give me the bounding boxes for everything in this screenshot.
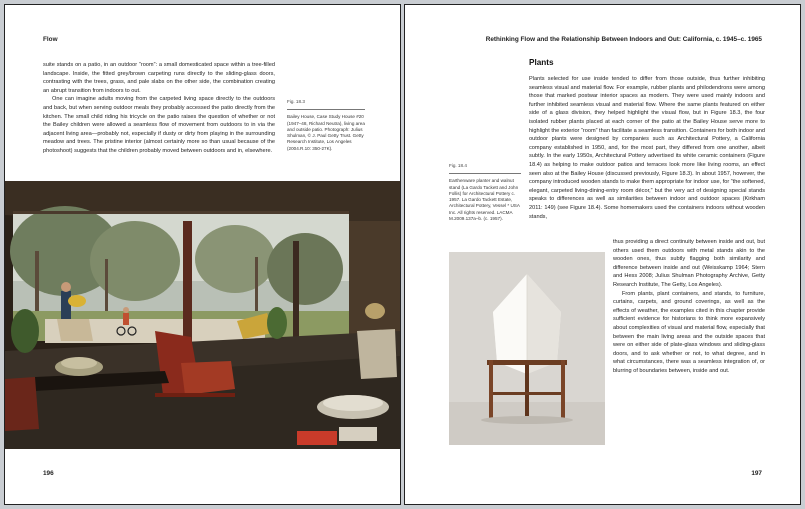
caption-rule: [287, 109, 365, 110]
bailey-house-photo: [5, 181, 400, 449]
figure-caption-text: Bailey House, Case Study House #20 (1947–48, Richard Neutra), living area and outside patio. Photograph: Julius Shulman, © J. Paul Getty Trust. Getty Research Institute, Los Angeles (2004.R.10: 350-27K).: [287, 114, 365, 151]
right-body-text-lower: [613, 238, 765, 376]
section-heading: Plants: [529, 58, 554, 67]
folio-left: 196: [43, 470, 54, 477]
figure-label: Fig. 18.3: [287, 99, 305, 104]
right-page: [404, 4, 801, 505]
planter-illustration: [449, 252, 605, 445]
left-page: [4, 4, 401, 505]
figure-18-3-caption: [287, 99, 365, 152]
figure-label: Fig. 18.4: [449, 163, 467, 168]
left-paragraph-1: suite stands on a patio, in an outdoor “room”: a small domesticated space within a tree-filled landscape. Inside, the fitted grey/brown carpeting runs directly to the sliding-glass doors, contrasting with the trees, grass, and pale slabs on the other side, the combination creating an abrupt transition from indoors to out.: [43, 62, 275, 94]
running-head-right: Rethinking Flow and the Relationship Between Indoors and Out: California, c. 1945–c. 1965: [485, 36, 762, 43]
right-body-text-upper: [529, 75, 765, 221]
caption-rule: [449, 173, 521, 174]
planter-photo: [449, 252, 605, 445]
left-paragraph-2: One can imagine adults moving from the carpeted living space directly to the outdoors and back, but when serving outdoor meals they probably accessed the patio directly from the kitchen. The small child riding his tricycle on the patio raises the question of whether or not the Bailey children were allowed a seamless flow of movement from outdoors to in via the adjacent living area—probably not, especially if dusty or dirty from playing in the surrounding meadow and trees. The pristine interior (almost certainly more so than usual because of the photoshoot) suggests that the children probably moved between outdoors and in, elsewhere.: [43, 96, 275, 154]
right-paragraph-1: Plants selected for use inside tended to differ from those outside, thus further inhibiting seamless visual and material flow. For example, rubber plants and philodendrons were among those that marked postwar interior spaces as modern. They were used mainly indoors and further inhibited seamless visual and material flow. Where the same plants featured on either side of a glass division, they helped highlight the visual flow, but in Figure 18.3, the four isolated rubber plants placed at each corner of the patio at the Bailey House serve more to highlight the exterior “room” than facilitate a seamless transition. Containers for both indoor and outdoor plants were designed by companies such as Architectural Pottery, a California company established in 1950, and, for the most part, they differed from one another, albeit subtly. In the early 1950s, Architectural Pottery advertised its white ceramic containers (Figure 18.4) as helping to make outdoor patios and terraces look more like living rooms, an effect seen also at the Bailey House (discussed previously, Figure 18.3). In about 1957, however, the company introduced wooden stands to make them appropriate for indoor use, for “the softened, elegant, carpeted living-dining-entry room décor,” but the very act of designing special stands speaks to differences as well as similarities between indoor and outdoor spaces (Kirkham 2011: 149) (see Figure 18.4). Some homemakers used the containers indoors without wooden stands,: [529, 76, 766, 220]
bailey-house-illustration: [5, 181, 400, 449]
figure-caption-text: Earthenware planter and walnut stand (La Gardo Tackett and John Follis) for Architectural Pottery c. 1957. La Gardo Tackett Estate, Architectural Pottery, Vessel * USA Inc. All rights reserved. LACMA M.2009.137a–b. (c. 1957).: [449, 178, 520, 222]
folio-right: 197: [751, 470, 762, 477]
running-head-left: Flow: [43, 36, 58, 43]
right-paragraph-2: From plants, plant containers, and stands, to furniture, curtains, carpets, and ground coverings, as well as the effects of weather, the examples cited in this chapter provide sufficient evidence for historians to think more expansively about complexities of visual and material flow, especially that between the main living areas and the outside spaces that were on either side of plate-glass windows and sliding-glass doors, and to ask whether or not, to what degree, and in what circumstances, there was a seamless integration of, or blurring of boundaries between, inside and out.: [613, 290, 765, 374]
right-paragraph-1-continued: thus providing a direct continuity between inside and out, but others used them outdoors with metal stands akin to the wooden ones, thus subtly flagging both similarity and difference between inside and out (Weisskamp 1964; Stern and Hess 2008; Julius Shulman Photography Archive, Getty Research Institute, The Getty, Los Angeles).: [613, 239, 765, 288]
figure-18-4-caption: [449, 163, 521, 222]
left-body-text: [43, 61, 275, 156]
